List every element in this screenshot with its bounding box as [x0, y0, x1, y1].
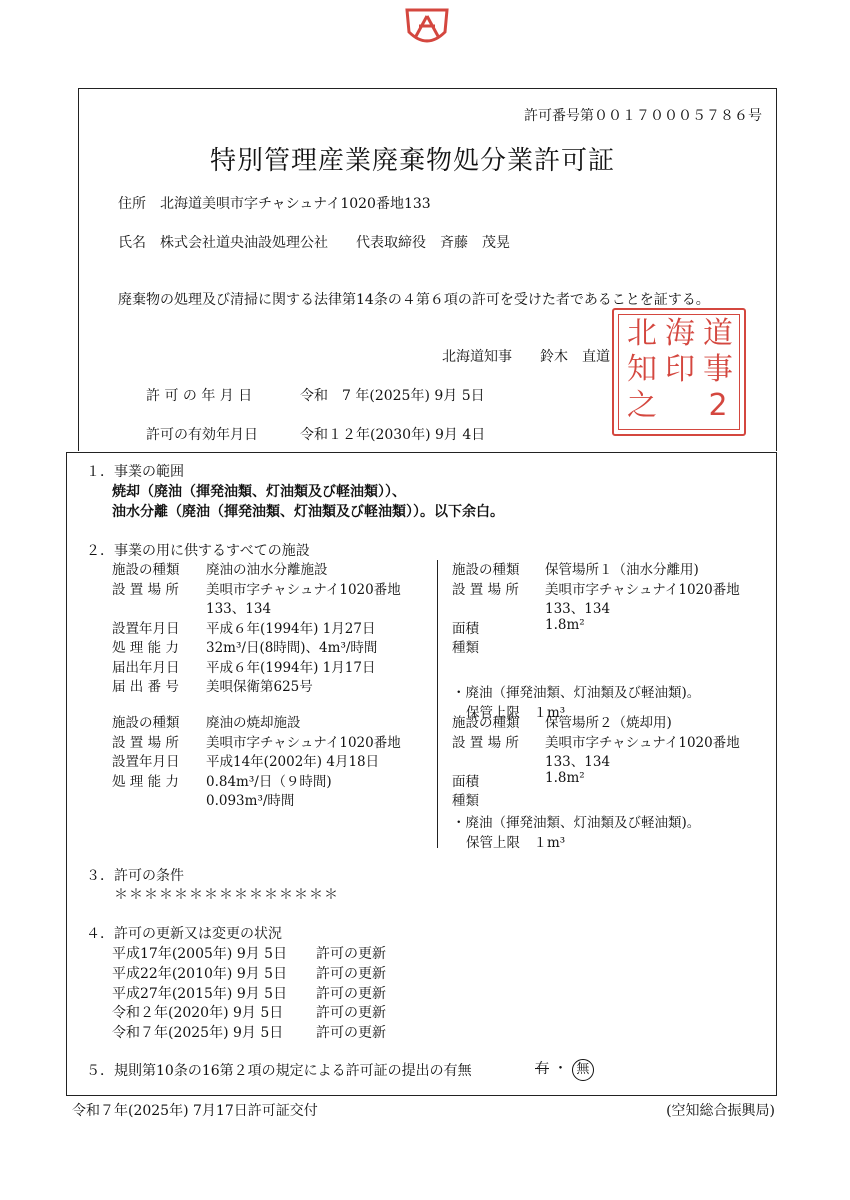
section2-heading: ２．事業の用に供するすべての施設 — [86, 543, 310, 559]
facility-field-label: 設 置 場 所 — [112, 734, 179, 751]
section1-heading: １．事業の範囲 — [86, 464, 184, 480]
facility-field-label: 届出年月日 — [112, 659, 180, 676]
section4-heading: ４．許可の更新又は変更の状況 — [86, 926, 282, 942]
storage1-limit: 保管上限 １m³ — [466, 705, 566, 721]
valid-date-label: 許可の有効年月日 — [146, 427, 258, 443]
valid-date-value: 令和１２年(2030年) 9月 4日 — [300, 427, 486, 443]
facility-field-value: 32m³/日(8時間)、4m³/時間 — [206, 640, 378, 656]
renewal-date: 平成17年(2005年) 9月 5日 — [112, 946, 288, 962]
facility-field-value: 133、134 — [545, 754, 611, 770]
submission-yes: 有 — [535, 1061, 549, 1077]
facility-field-label: 設 置 場 所 — [112, 581, 179, 598]
issuing-office: (空知総合振興局) — [666, 1103, 775, 1119]
crest-mark — [401, 6, 453, 50]
facility-field-value: 133、134 — [206, 601, 272, 617]
renewal-type: 許可の更新 — [316, 965, 386, 982]
facility-field-label: 設置年月日 — [112, 754, 180, 770]
facility-field-value: 平成14年(2002年) 4月18日 — [206, 754, 380, 770]
permit-date-value: 令和 7 年(2025年) 9月 5日 — [300, 388, 485, 404]
facility-field-label: 設 置 場 所 — [452, 581, 519, 598]
renewal-date: 平成22年(2010年) 9月 5日 — [112, 965, 288, 982]
facility-field-label: 種類 — [452, 640, 479, 656]
facility-field-value: 美唄市字チャシュナイ1020番地 — [545, 734, 740, 751]
renewal-type: 許可の更新 — [316, 1005, 386, 1022]
facility-field-label: 面積 — [452, 773, 479, 790]
certification-text: 廃棄物の処理及び清掃に関する法律第14条の４第６項の許可を受けた者であることを証する。 — [118, 292, 710, 308]
facility-field-value: 133、134 — [545, 601, 611, 617]
facility-field-label: 施設の種類 — [452, 715, 520, 731]
renewal-type: 許可の更新 — [316, 946, 386, 962]
submission-flag: 有 ・ 無 — [535, 1058, 594, 1081]
permit-date-label: 許 可 の 年 月 日 — [146, 388, 253, 404]
facility-field-label: 設置年月日 — [112, 620, 180, 637]
storage2-limit: 保管上限 １m³ — [466, 835, 566, 851]
renewal-date: 令和２年(2020年) 9月 5日 — [112, 1005, 284, 1022]
name-label: 氏名 — [118, 235, 146, 251]
renewal-date: 令和７年(2025年) 9月 5日 — [112, 1025, 284, 1042]
name-value: 株式会社道央油設処理公社 代表取締役 斉藤 茂晃 — [160, 235, 510, 251]
facility-field-value: 1.8m² — [545, 616, 585, 633]
facility-field-value: 保管場所２（焼却用) — [545, 715, 672, 731]
scope-line-1: 焼却（廃油（揮発油類、灯油類及び軽油類））、 — [112, 484, 406, 500]
facility-field-label: 届 出 番 号 — [112, 679, 179, 695]
facility-field-value: 美唄保衛第625号 — [206, 679, 313, 695]
facility-field-label: 施設の種類 — [112, 562, 180, 578]
facility-field-label: 処 理 能 力 — [112, 773, 179, 790]
facility-field-label: 施設の種類 — [452, 562, 520, 578]
issue-date: 令和７年(2025年) 7月17日許可証交付 — [72, 1103, 318, 1119]
scope-line-2: 油水分離（廃油（揮発油類、灯油類及び軽油類））。以下余白。 — [112, 504, 504, 520]
storage1-kind: ・廃油（揮発油類、灯油類及び軽油類)。 — [452, 685, 701, 701]
conditions: ＊＊＊＊＊＊＊＊＊＊＊＊＊＊＊ — [114, 887, 339, 903]
facility-field-value: 廃油の焼却施設 — [206, 715, 301, 731]
section5-heading: ５．規則第10条の16第２項の規定による許可証の提出の有無 — [86, 1063, 472, 1079]
facility-field-value: 平成６年(1994年) 1月17日 — [206, 659, 376, 676]
address-label: 住所 — [118, 196, 146, 212]
renewal-date: 平成27年(2015年) 9月 5日 — [112, 985, 288, 1002]
facility-field-value: 美唄市字チャシュナイ1020番地 — [545, 581, 740, 598]
governor-name: 北海道知事 鈴木 直道 — [442, 349, 610, 365]
facility-field-label: 面積 — [452, 620, 479, 637]
page-title: 特別管理産業廃棄物処分業許可証 — [210, 146, 616, 176]
facility-field-value: 平成６年(1994年) 1月27日 — [206, 620, 376, 637]
facility-field-value: 美唄市字チャシュナイ1020番地 — [206, 734, 401, 751]
facility-field-label: 設 置 場 所 — [452, 734, 519, 751]
permit-number: 許可番号第００１７０００５７８６号 — [524, 108, 762, 124]
facility-field-value: 0.84m³/日（９時間) — [206, 773, 332, 790]
address-value: 北海道美唄市字チャシュナイ1020番地133 — [160, 196, 431, 212]
facility-field-value: 美唄市字チャシュナイ1020番地 — [206, 581, 401, 598]
facility-field-value: 1.8m² — [545, 769, 585, 786]
facility-field-value: 廃油の油水分離施設 — [206, 562, 328, 578]
renewal-type: 許可の更新 — [316, 1025, 386, 1042]
facility-field-value: 0.093m³/時間 — [206, 793, 295, 809]
storage2-kind: ・廃油（揮発油類、灯油類及び軽油類)。 — [452, 815, 701, 831]
facility-field-value: 保管場所１（油水分離用) — [545, 562, 699, 578]
facility-field-label: 処 理 能 力 — [112, 640, 179, 656]
renewal-type: 許可の更新 — [316, 985, 386, 1002]
facility-field-label: 種類 — [452, 793, 479, 809]
facility-field-label: 施設の種類 — [112, 715, 180, 731]
section3-heading: ３．許可の条件 — [86, 868, 184, 884]
facility-divider — [437, 560, 438, 848]
official-seal: 道 事 2 海 印 北 知 之 — [612, 308, 746, 436]
submission-no: 無 — [572, 1059, 594, 1081]
